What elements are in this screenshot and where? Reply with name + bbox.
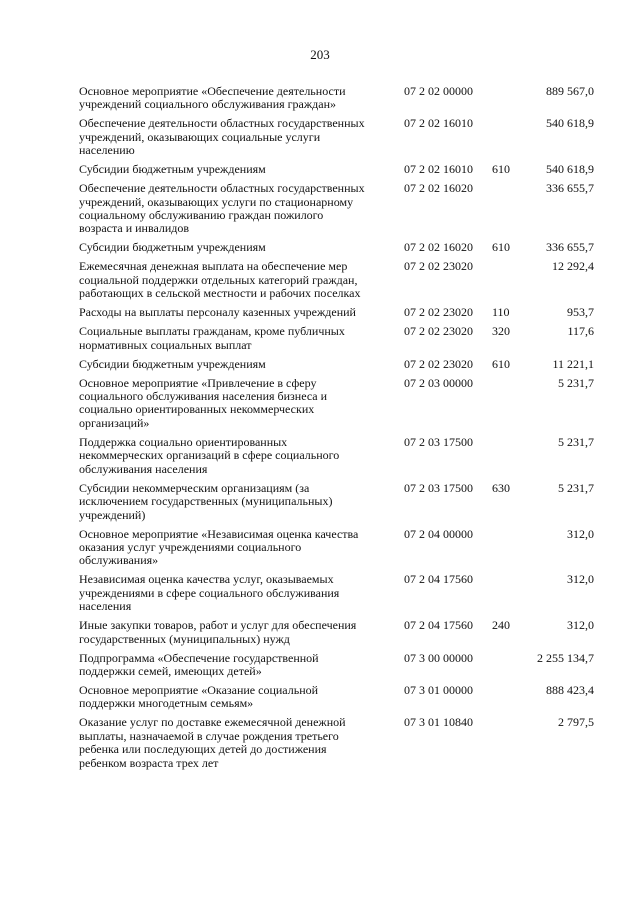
row-code: 07 2 04 00000 bbox=[404, 526, 473, 541]
row-code: 07 2 02 23020 bbox=[404, 305, 473, 320]
row-code: 07 2 04 17560 bbox=[404, 572, 473, 587]
table-row bbox=[79, 358, 594, 371]
row-code: 07 2 02 23020 bbox=[404, 356, 473, 371]
row-code: 07 2 03 00000 bbox=[404, 375, 473, 390]
row-name: Оказание услуг по доставке ежемесячной денежной выплаты, назначаемой в случае рождения третьего ребенка или последующих детей до достижения ребенком возраста трех лет bbox=[79, 715, 346, 770]
row-code: 07 2 02 16010 bbox=[404, 116, 473, 131]
row-amount: 5 231,7 bbox=[558, 434, 594, 449]
row-amount: 336 655,7 bbox=[546, 240, 594, 255]
row-name: Основное мероприятие «Привлечение в сферу социального обслуживания населения бизнеса и социально ориентированных некоммерческих организаций» bbox=[79, 375, 328, 430]
table-row bbox=[79, 716, 594, 770]
row-name: Подпрограмма «Обеспечение государственной поддержки семей, имеющих детей» bbox=[79, 650, 319, 678]
row-amount: 5 231,7 bbox=[558, 375, 594, 390]
row-code: 07 2 04 17560 bbox=[404, 618, 473, 633]
row-name: Субсидии некоммерческим организациям (за исключением государственных (муниципальных) учреждений) bbox=[79, 480, 333, 522]
row-code: 07 2 02 16020 bbox=[404, 240, 473, 255]
table-row bbox=[79, 377, 594, 431]
table-row bbox=[79, 241, 594, 254]
row-amount: 540 618,9 bbox=[546, 162, 594, 177]
row-name: Расходы на выплаты персоналу казенных учреждений bbox=[79, 305, 356, 320]
row-code: 07 2 02 00000 bbox=[404, 84, 473, 98]
row-name: Обеспечение деятельности областных государственных учреждений, оказывающих социальные услуги населению bbox=[79, 116, 365, 158]
row-amount: 540 618,9 bbox=[546, 116, 594, 131]
row-name: Ежемесячная денежная выплата на обеспечение мер социальной поддержки отдельных категорий граждан, работающих в сельской местности и рабочих поселках bbox=[79, 259, 361, 301]
table-row bbox=[79, 117, 594, 157]
row-code: 07 2 02 16010 bbox=[404, 162, 473, 177]
row-amount: 2 797,5 bbox=[558, 715, 594, 730]
row-name: Обеспечение деятельности областных государственных учреждений, оказывающих услуги по стационарному социальному обслуживанию граждан пожилого возраста и инвалидов bbox=[79, 181, 365, 236]
row-code: 07 2 03 17500 bbox=[404, 480, 473, 495]
row-amount: 5 231,7 bbox=[558, 480, 594, 495]
row-code: 07 2 02 16020 bbox=[404, 181, 473, 196]
row-code: 07 3 01 00000 bbox=[404, 682, 473, 697]
table-row bbox=[79, 619, 594, 646]
row-name: Независимая оценка качества услуг, оказываемых учреждениями в сфере социального обслуживания населения bbox=[79, 572, 340, 614]
budget-table bbox=[79, 85, 594, 776]
table-row bbox=[79, 260, 594, 300]
table-row bbox=[79, 684, 594, 711]
row-type: 610 bbox=[492, 240, 510, 255]
row-name: Субсидии бюджетным учреждениям bbox=[79, 240, 266, 255]
row-amount: 312,0 bbox=[567, 618, 594, 633]
table-row bbox=[79, 573, 594, 613]
row-amount: 336 655,7 bbox=[546, 181, 594, 196]
row-amount: 312,0 bbox=[567, 526, 594, 541]
row-name: Основное мероприятие «Независимая оценка качества оказания услуг учреждениями социального обслуживания» bbox=[79, 526, 359, 568]
row-amount: 117,6 bbox=[567, 324, 594, 339]
row-name: Субсидии бюджетным учреждениям bbox=[79, 356, 266, 371]
table-row bbox=[79, 436, 594, 476]
row-type: 320 bbox=[492, 324, 510, 339]
table-row bbox=[79, 325, 594, 352]
row-name: Социальные выплаты гражданам, кроме публичных нормативных социальных выплат bbox=[79, 324, 345, 352]
table-row bbox=[79, 182, 594, 236]
row-type: 610 bbox=[492, 162, 510, 177]
table-row bbox=[79, 482, 594, 522]
row-name: Иные закупки товаров, работ и услуг для обеспечения государственных (муниципальных) нужд bbox=[79, 618, 357, 646]
table-row bbox=[79, 528, 594, 568]
row-name: Поддержка социально ориентированных некоммерческих организаций в сфере социального обслуживания населения bbox=[79, 434, 340, 476]
table-row bbox=[79, 85, 594, 112]
row-type: 240 bbox=[492, 618, 510, 633]
row-code: 07 3 01 10840 bbox=[404, 715, 473, 730]
row-amount: 11 221,1 bbox=[552, 356, 594, 371]
table-row bbox=[79, 652, 594, 679]
row-name: Основное мероприятие «Обеспечение деятельности учреждений социального обслуживания граждан» bbox=[79, 84, 346, 112]
row-name: Основное мероприятие «Оказание социальной поддержки многодетным семьям» bbox=[79, 682, 319, 711]
row-amount: 888 423,4 bbox=[546, 682, 594, 697]
row-amount: 12 292,4 bbox=[552, 259, 594, 274]
row-type: 110 bbox=[492, 305, 510, 320]
row-amount: 889 567,0 bbox=[546, 84, 594, 98]
row-code: 07 2 02 23020 bbox=[404, 259, 473, 274]
row-amount: 953,7 bbox=[567, 305, 594, 320]
row-amount: 312,0 bbox=[567, 572, 594, 587]
page-number: 203 bbox=[310, 47, 330, 62]
table-row bbox=[79, 163, 594, 176]
row-code: 07 2 03 17500 bbox=[404, 434, 473, 449]
row-name: Субсидии бюджетным учреждениям bbox=[79, 162, 266, 177]
row-type: 630 bbox=[492, 480, 510, 495]
row-code: 07 3 00 00000 bbox=[404, 650, 473, 665]
row-amount: 2 255 134,7 bbox=[537, 650, 594, 665]
row-code: 07 2 02 23020 bbox=[404, 324, 473, 339]
row-type: 610 bbox=[492, 356, 510, 371]
table-row bbox=[79, 306, 594, 319]
